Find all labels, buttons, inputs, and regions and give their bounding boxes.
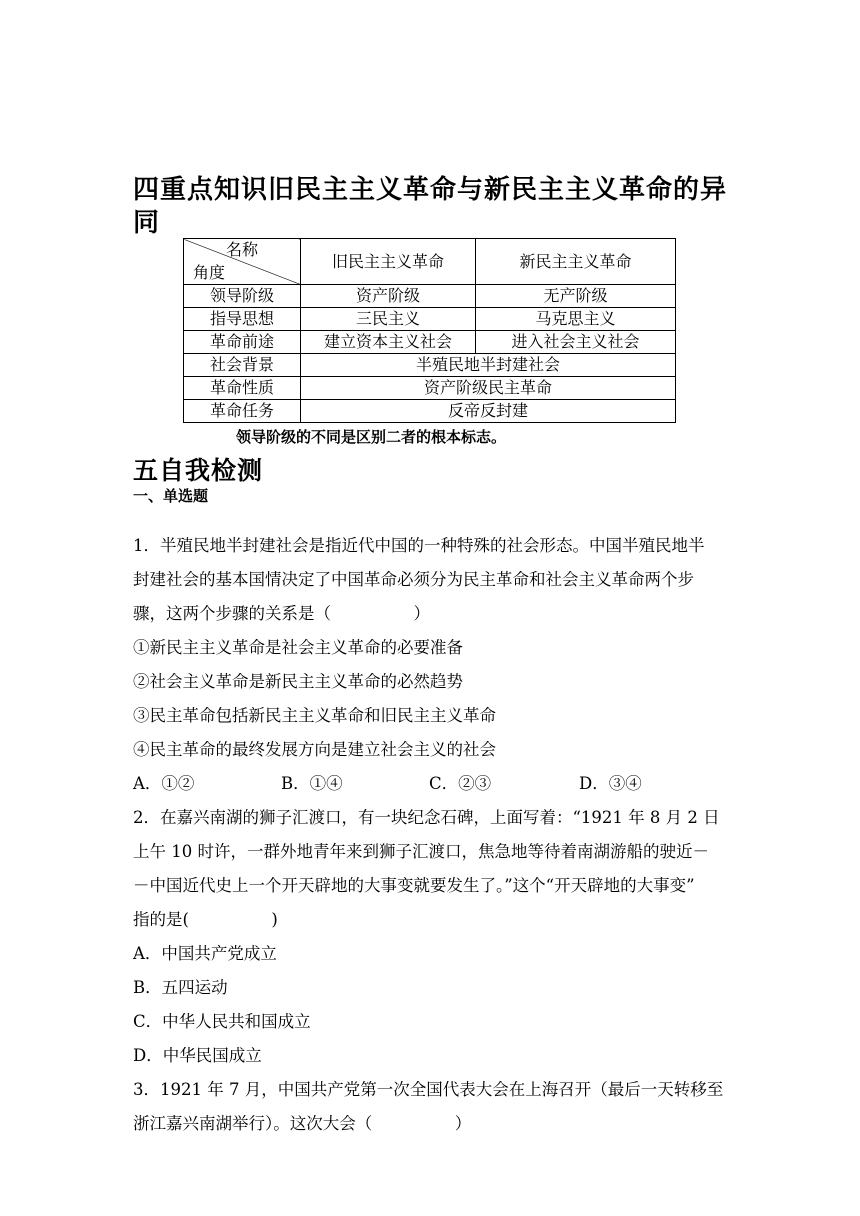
- table-row: [184, 331, 676, 354]
- cell-old: 建立资本主义社会: [301, 331, 476, 354]
- cell-merged: 资产阶级民主革命: [301, 377, 676, 400]
- corner-angle-label: 角度: [193, 263, 226, 282]
- q1-option-d: D．③④: [579, 774, 642, 793]
- column-header-new: 新民主主义革命: [476, 239, 676, 285]
- q1-statement-4: ④民主革命的最终发展方向是建立社会主义的社会: [133, 740, 496, 759]
- row-label: 革命性质: [184, 377, 301, 400]
- q1-option-c: C．②③: [429, 774, 492, 793]
- q2-stem-line-2: 上午 10 时许，一群外地青年来到狮子汇渡口，焦急地等待着南湖游船的驶近－: [133, 842, 709, 861]
- section-heading-5: 五自我检测: [133, 456, 264, 485]
- corner-name-label: 名称: [225, 240, 258, 259]
- q1-statement-3: ③民主革命包括新民主主义革命和旧民主主义革命: [133, 706, 496, 725]
- table-row: [184, 285, 676, 308]
- table-row: [184, 354, 676, 377]
- row-label: 指导思想: [184, 308, 301, 331]
- q2-option-c: C．中华人民共和国成立: [133, 1012, 311, 1031]
- column-header-old: 旧民主主义革命: [301, 239, 476, 285]
- section-heading-4-continued: 同: [133, 208, 161, 238]
- q1-option-a: A．①②: [133, 774, 195, 793]
- section-heading-4: 四重点知识旧民主主义革命与新民主主义革命的异: [133, 175, 728, 205]
- q1-option-b: B．①④: [281, 774, 343, 793]
- q2-option-b: B．五四运动: [133, 978, 228, 997]
- q1-stem-line-3: 骤，这两个步骤的关系是（ ）: [133, 604, 430, 623]
- q2-option-d: D．中华民国成立: [133, 1046, 262, 1065]
- q3-stem-line-2: 浙江嘉兴南湖举行）。这次大会（ ）: [133, 1114, 472, 1133]
- row-label: 社会背景: [184, 354, 301, 377]
- q1-stem-line-2: 封建社会的基本国情决定了中国革命必须分为民主革命和社会主义革命两个步: [133, 570, 694, 589]
- row-label: 领导阶级: [184, 285, 301, 308]
- row-label: 革命任务: [184, 400, 301, 423]
- table-row: [184, 400, 676, 423]
- question-type-heading: 一、单选题: [133, 487, 209, 505]
- q2-stem-line-3: －中国近代史上一个开天辟地的大事变就要发生了。”这个“开天辟地的大事变”: [133, 876, 695, 895]
- q1-statement-1: ①新民主主义革命是社会主义革命的必要准备: [133, 638, 463, 657]
- table-row: [184, 377, 676, 400]
- row-label: 革命前途: [184, 331, 301, 354]
- q1-stem-line-1: 1．半殖民地半封建社会是指近代中国的一种特殊的社会形态。中国半殖民地半: [133, 536, 705, 555]
- q1-statement-2: ②社会主义革命是新民主主义革命的必然趋势: [133, 672, 463, 691]
- comparison-table: [183, 238, 676, 423]
- cell-old: 三民主义: [301, 308, 476, 331]
- cell-merged: 半殖民地半封建社会: [301, 354, 676, 377]
- cell-merged: 反帝反封建: [301, 400, 676, 423]
- q2-stem-line-4: 指的是( ): [133, 910, 278, 929]
- table-note: 领导阶级的不同是区别二者的根本标志。: [236, 428, 507, 446]
- q2-option-a: A．中国共产党成立: [133, 944, 277, 963]
- cell-old: 资产阶级: [301, 285, 476, 308]
- table-header-row: [184, 239, 676, 285]
- q2-stem-line-1: 2．在嘉兴南湖的狮子汇渡口，有一块纪念石碑，上面写着：“1921 年 8 月 2 日: [133, 808, 720, 827]
- cell-new: 无产阶级: [476, 285, 676, 308]
- q3-stem-line-1: 3．1921 年 7 月，中国共产党第一次全国代表大会在上海召开（最后一天转移至: [133, 1080, 724, 1099]
- cell-new: 进入社会主义社会: [476, 331, 676, 354]
- table-row: [184, 308, 676, 331]
- cell-new: 马克思主义: [476, 308, 676, 331]
- table-corner-cell: [184, 239, 301, 285]
